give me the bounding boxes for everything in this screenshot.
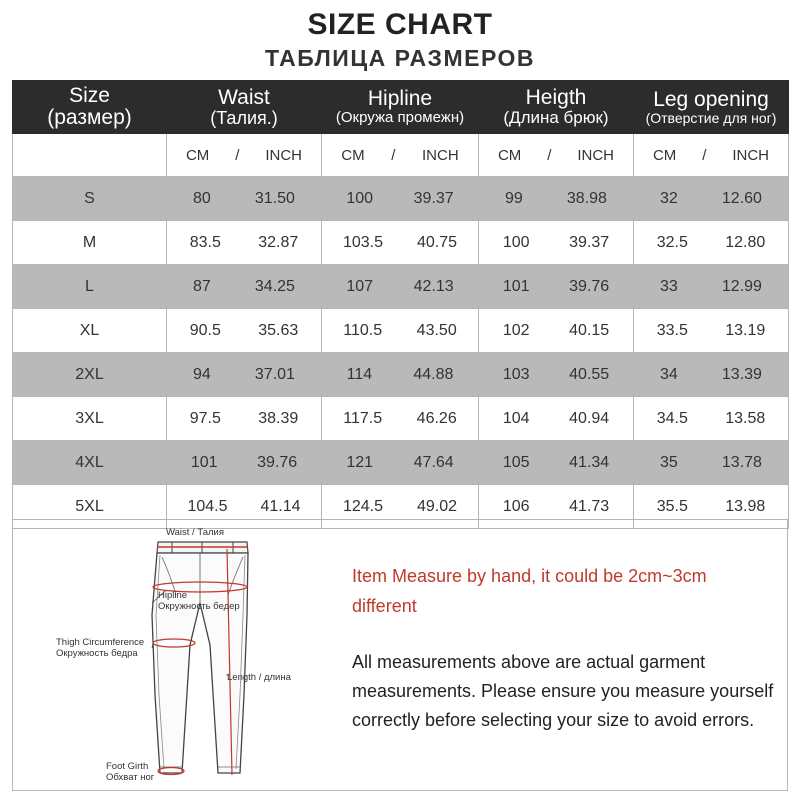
- value-inch: 38.39: [258, 409, 299, 427]
- size-cell: 5XL: [13, 485, 167, 529]
- value-inch: 41.73: [569, 497, 610, 515]
- value-inch: 12.60: [721, 189, 762, 207]
- page-title: SIZE CHART: [307, 8, 493, 41]
- pants-diagram: [40, 525, 320, 790]
- page-subtitle: ТАБЛИЦА РАЗМЕРОВ: [264, 45, 535, 71]
- value-cm: 117.5: [343, 409, 383, 427]
- value-inch: 42.13: [413, 277, 454, 295]
- size-cell: M: [13, 221, 167, 265]
- value-cm: 80: [193, 189, 211, 207]
- measure-cell: [634, 177, 789, 221]
- value-inch: 13.58: [725, 409, 766, 427]
- value-inch: 49.02: [416, 497, 458, 515]
- table-row: [13, 397, 789, 441]
- value-cm: 34: [660, 365, 678, 383]
- size-cell: 2XL: [13, 353, 167, 397]
- table-row: [13, 221, 789, 265]
- table-row: [13, 265, 789, 309]
- value-cm: 32: [660, 189, 678, 207]
- value-cm: 32.5: [656, 233, 688, 251]
- value-cm: 103: [502, 365, 530, 383]
- measure-cell: [322, 265, 479, 309]
- value-inch: 13.39: [721, 365, 762, 383]
- value-inch: 39.76: [257, 453, 298, 471]
- value-cm: 110.5: [343, 321, 383, 339]
- measure-cell: [167, 177, 322, 221]
- value-inch: 46.26: [416, 409, 457, 427]
- value-inch: 13.19: [725, 321, 766, 339]
- measure-cell: [167, 309, 322, 353]
- measure-cell: [634, 265, 789, 309]
- measure-cell: [322, 221, 479, 265]
- value-cm: 124.5: [342, 497, 384, 515]
- size-cell: L: [13, 265, 167, 309]
- value-inch: 13.78: [721, 453, 762, 471]
- value-inch: 38.98: [566, 189, 607, 207]
- measure-cell: [479, 353, 634, 397]
- unit-row: [13, 134, 789, 177]
- value-cm: 105: [502, 453, 530, 471]
- value-cm: 100: [502, 233, 530, 251]
- value-inch: 34.25: [254, 277, 295, 295]
- size-cell: 4XL: [13, 441, 167, 485]
- unit-cell-empty: [13, 134, 167, 177]
- measure-cell: [479, 177, 634, 221]
- header-hipline: Hipline (Окружа промежн): [322, 81, 479, 134]
- value-inch: 12.80: [725, 233, 766, 251]
- measure-cell: [479, 397, 634, 441]
- value-inch: 32.87: [258, 233, 299, 251]
- measure-cell: [322, 177, 479, 221]
- measure-cell: [322, 441, 479, 485]
- diagram-label-length: Length / длина: [227, 672, 291, 683]
- value-cm: 103.5: [342, 233, 384, 251]
- value-inch: 13.98: [725, 497, 766, 515]
- value-inch: 12.99: [721, 277, 762, 295]
- value-cm: 104.5: [187, 497, 228, 515]
- value-cm: 114: [346, 365, 373, 383]
- diagram-label-thigh: Thigh Circumference Окружность бедра: [56, 637, 145, 659]
- value-inch: 41.34: [569, 453, 610, 471]
- measure-cell: [167, 441, 322, 485]
- value-inch: 37.01: [254, 365, 295, 383]
- header-row: [13, 81, 789, 134]
- value-cm: 33.5: [656, 321, 688, 339]
- header-leg-opening: Leg opening (Отверстие для ног): [634, 81, 789, 134]
- measure-cell: [322, 397, 479, 441]
- measure-cell: [634, 397, 789, 441]
- diagram-label-foot: Foot Girth Обхват ног: [106, 761, 155, 783]
- size-table: [12, 80, 789, 529]
- value-inch: 43.50: [416, 321, 457, 339]
- measure-cell: [322, 309, 479, 353]
- measure-cell: [167, 221, 322, 265]
- header-height: Heigth (Длина брюк): [479, 81, 634, 134]
- value-cm: 90.5: [189, 321, 221, 339]
- measure-cell: [479, 441, 634, 485]
- value-cm: 121: [346, 453, 374, 471]
- measure-note: Item Measure by hand, it could be 2cm~3cm different: [352, 566, 707, 616]
- value-cm: 101: [190, 453, 218, 471]
- value-inch: 40.94: [569, 409, 610, 427]
- table-row: [13, 309, 789, 353]
- accuracy-note: All measurements above are actual garment measurements. Please ensure you measure yourself correctly before selecting your size to avoid errors.: [352, 652, 774, 730]
- measure-cell: [634, 353, 789, 397]
- header-waist: Waist (Талия.): [167, 81, 322, 134]
- value-cm: 99: [505, 189, 523, 207]
- value-cm: 100: [346, 189, 374, 207]
- value-inch: 40.75: [416, 233, 458, 251]
- value-inch: 40.55: [569, 365, 610, 383]
- unit-cell: CM / INCH: [479, 134, 634, 177]
- value-cm: 101: [502, 277, 530, 295]
- table-row: [13, 177, 789, 221]
- value-inch: 35.63: [258, 321, 299, 339]
- measure-cell: [479, 221, 634, 265]
- measure-cell: [167, 265, 322, 309]
- value-cm: 87: [193, 277, 211, 295]
- diagram-label-waist: Waist / Талия: [166, 527, 224, 538]
- table-row: [13, 441, 789, 485]
- value-inch: 39.37: [569, 233, 610, 251]
- header-size: Size (размер): [13, 81, 167, 134]
- measure-cell: [479, 265, 634, 309]
- value-cm: 107: [346, 277, 374, 295]
- value-cm: 35.5: [656, 497, 688, 515]
- value-cm: 97.5: [189, 409, 221, 427]
- unit-cell: CM / INCH: [322, 134, 479, 177]
- measure-cell: [634, 309, 789, 353]
- diagram-label-hipline: Hipline Окружность бедер: [158, 590, 240, 612]
- measure-cell: [322, 353, 479, 397]
- measure-cell: [634, 441, 789, 485]
- value-inch: 47.64: [413, 453, 454, 471]
- value-inch: 41.14: [260, 497, 301, 515]
- unit-cell: CM / INCH: [167, 134, 322, 177]
- value-cm: 35: [660, 453, 678, 471]
- measure-cell: [634, 221, 789, 265]
- value-cm: 34.5: [656, 409, 688, 427]
- value-cm: 106: [502, 497, 530, 515]
- value-cm: 33: [660, 277, 678, 295]
- value-inch: 40.15: [569, 321, 610, 339]
- measure-cell: [167, 353, 322, 397]
- value-inch: 44.88: [413, 365, 454, 383]
- size-cell: 3XL: [13, 397, 167, 441]
- value-cm: 94: [193, 365, 211, 383]
- value-inch: 31.50: [254, 189, 295, 207]
- measure-cell: [167, 397, 322, 441]
- value-cm: 102: [502, 321, 530, 339]
- measure-cell: [479, 309, 634, 353]
- value-cm: 83.5: [189, 233, 221, 251]
- value-inch: 39.37: [413, 189, 454, 207]
- table-row: [13, 353, 789, 397]
- size-cell: S: [13, 177, 167, 221]
- unit-cell: CM / INCH: [634, 134, 789, 177]
- value-inch: 39.76: [569, 277, 610, 295]
- size-cell: XL: [13, 309, 167, 353]
- value-cm: 104: [502, 409, 530, 427]
